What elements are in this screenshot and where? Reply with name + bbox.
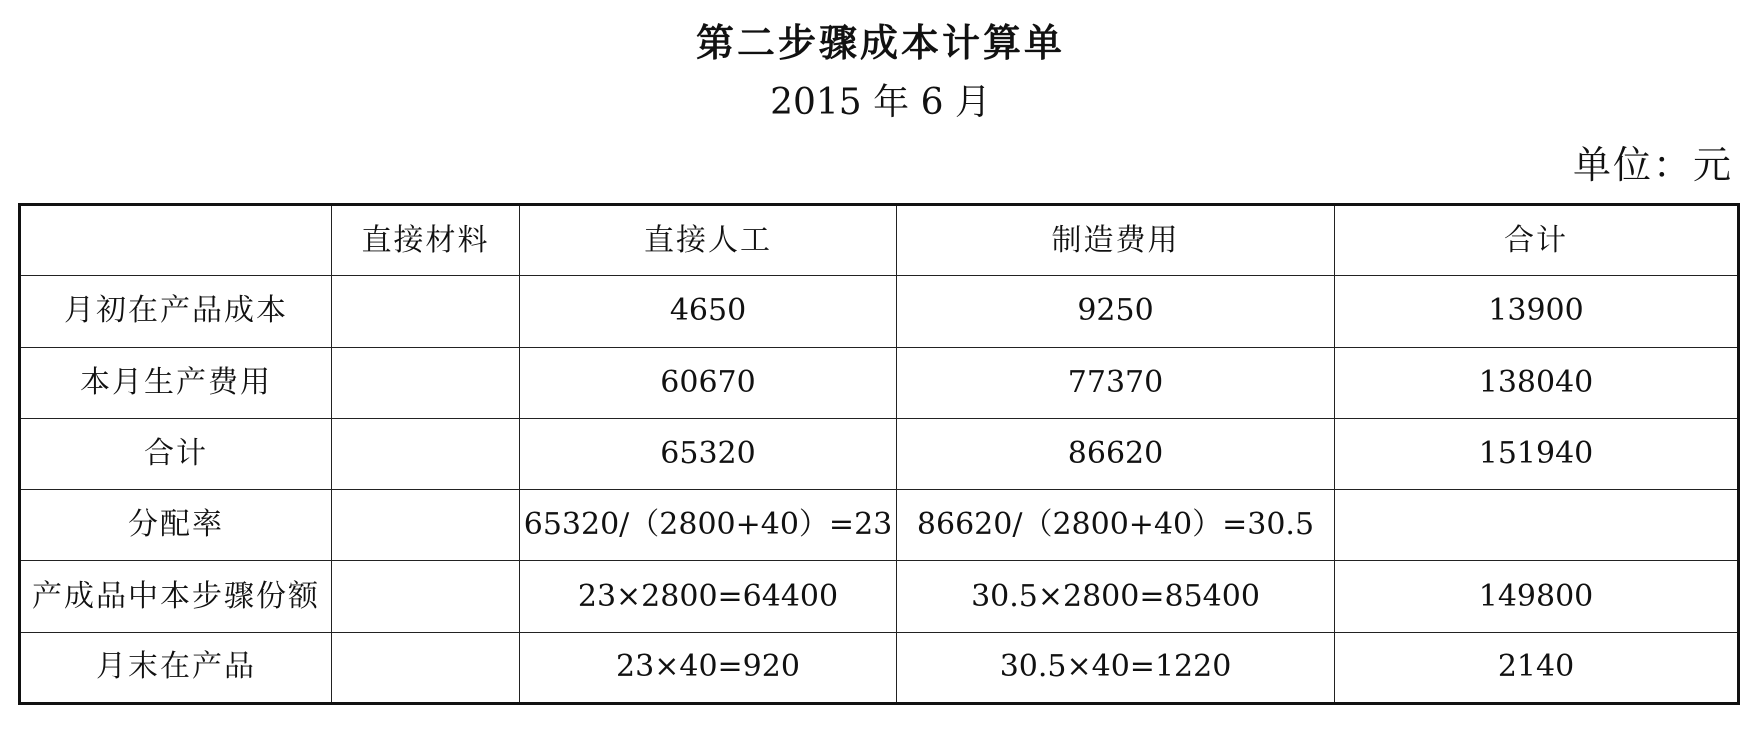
header-cell-total: 合计: [1335, 205, 1739, 276]
total-cell: 149800: [1335, 561, 1739, 632]
materials-cell: [332, 347, 520, 418]
materials-cell: [332, 490, 520, 561]
table-row: [20, 632, 1739, 703]
labor-cell: 60670: [520, 347, 897, 418]
total-cell: 2140: [1335, 632, 1739, 703]
labor-cell: 65320/（2800+40）=23: [520, 490, 897, 561]
overhead-cell: 9250: [897, 276, 1335, 347]
total-cell: 13900: [1335, 276, 1739, 347]
materials-cell: [332, 632, 520, 703]
table-row: [20, 490, 1739, 561]
labor-cell: 23×2800=64400: [520, 561, 897, 632]
table-row: [20, 347, 1739, 418]
header-cell-manufacturing-overhead: 制造费用: [897, 205, 1335, 276]
labor-cell: 4650: [520, 276, 897, 347]
materials-cell: [332, 418, 520, 489]
labor-cell: 65320: [520, 418, 897, 489]
overhead-cell: 86620: [897, 418, 1335, 489]
overhead-cell: 30.5×40=1220: [897, 632, 1335, 703]
table-header-row: [20, 205, 1739, 276]
overhead-cell: 77370: [897, 347, 1335, 418]
row-label: 合计: [20, 418, 332, 489]
table-row: [20, 561, 1739, 632]
overhead-cell: 86620/（2800+40）=30.5: [897, 490, 1335, 561]
row-label: 月初在产品成本: [20, 276, 332, 347]
overhead-cell: 30.5×2800=85400: [897, 561, 1335, 632]
header-cell-direct-materials: 直接材料: [332, 205, 520, 276]
materials-cell: [332, 561, 520, 632]
cost-calculation-table: [18, 203, 1740, 705]
row-label: 本月生产费用: [20, 347, 332, 418]
header-cell-direct-labor: 直接人工: [520, 205, 897, 276]
row-label: 月末在产品: [20, 632, 332, 703]
labor-cell: 23×40=920: [520, 632, 897, 703]
total-cell: 138040: [1335, 347, 1739, 418]
unit-label: 单位：元: [1572, 143, 1733, 187]
document-date: 2015 年 6 月: [770, 82, 991, 123]
materials-cell: [332, 276, 520, 347]
table-row: [20, 276, 1739, 347]
row-label: 产成品中本步骤份额: [20, 561, 332, 632]
document-title: 第二步骤成本计算单: [695, 21, 1065, 65]
header-cell-blank: [20, 205, 332, 276]
row-label: 分配率: [20, 490, 332, 561]
total-cell: 151940: [1335, 418, 1739, 489]
table-row: [20, 418, 1739, 489]
total-cell: [1335, 490, 1739, 561]
